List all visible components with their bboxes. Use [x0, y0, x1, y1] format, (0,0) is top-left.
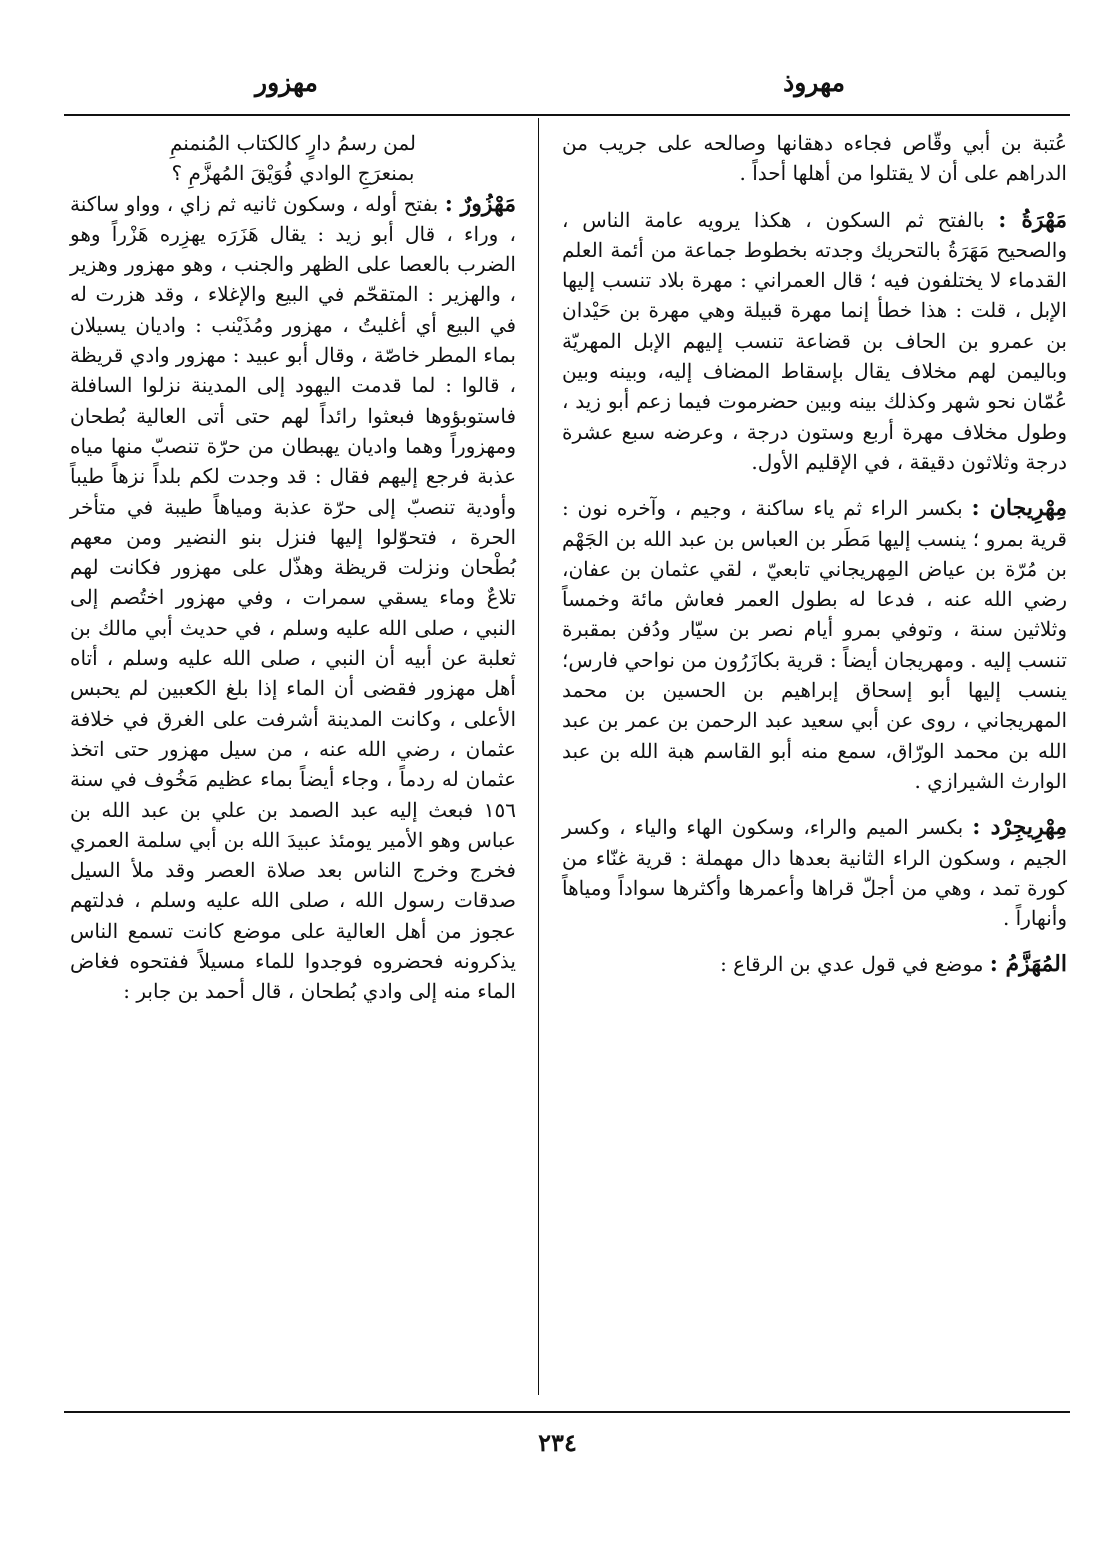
verse-line-1: لمن رسمُ دارٍ كالكتاب المُنمنمِ	[169, 131, 417, 155]
entry-text: بكسر الميم والراء، وسكون الهاء والياء ، وكسر الجيم ، وسكون الراء الثانية بعدها دال مهملة : قرية غنّاء من كورة تمد ، وهي من أجلّ قراها وأعمرها وأكثرها سواداً ومياهاً وأنهاراً .	[562, 815, 1067, 931]
header-rule	[64, 114, 1070, 116]
entry-muhazzam	[562, 949, 1067, 979]
entry-text: بالفتح ثم السكون ، هكذا يرويه عامة الناس ، والصحيح مَهَرَةُ بالتحريك وجدته بخطوط جماعة من أئمة العلم القدماء لا يختلفون فيه ؛ قال العمراني : مهرة بلاد تنسب إليها الإبل ، قلت : هذا خطأ إنما مهرة قبيلة وهي مهرة بن حَيْدان بن عمرو بن الحاف بن قضاعة تنسب إليهم الإبل المهريّة وباليمن لهم مخلاف يقال بإسقاط المضاف إليه، وبينه وبين عُمّان نحو شهر وكذلك بينه وبين حضرموت فيما زعم أبو زيد ، وطول مخلاف مهرة أربع وستون درجة ، وعرضه سبع عشرة درجة وثلاثون دقيقة ، في الإقليم الأول.	[562, 207, 1067, 474]
page-number: ٢٣٤	[538, 1428, 577, 1457]
entry-mahzur	[70, 189, 516, 1007]
verse-line-2: بمنعرَجِ الوادي فُوَيْقَ المُهزَّمِ ؟	[171, 161, 415, 186]
poem-verse	[70, 128, 516, 189]
footer-rule	[64, 1411, 1070, 1413]
column-divider	[538, 118, 539, 1395]
entry-headword: مِهْرِيجان :	[971, 495, 1068, 522]
entry-text: موضع في قول عدي بن الرقاع :	[720, 952, 984, 977]
entry-mihrijird	[562, 812, 1067, 933]
right-column	[562, 128, 1067, 980]
entry-mihrijan	[562, 493, 1067, 796]
continuation-text: عُتبة بن أبي وقّاص فجاءه دهقانها وصالحه على جريب من الدراهم على أن لا يقتلوا من أهلها أحداً .	[562, 131, 1067, 186]
left-column	[70, 128, 516, 1007]
entry-text: بفتح أوله ، وسكون ثانيه ثم زاي ، وواو ساكنة ، وراء ، قال أبو زيد : يقال هَزَرَه يهزِره هَزْراً وهو الضرب بالعصا على الظهر والجنب ، وهو مهزور وهزير ، والهزير : المتقحّم في البيع والإغلاء ، وقد هزرت له في البيع أي أغليتُ ، مهزور ومُذَيْنب : واديان يسيلان بماء المطر خاصّة ، وقال أبو عبيد : مهزور وادي قريظة ، قالوا : لما قدمت اليهود إلى المدينة نزلوا السافلة فاستوبؤوها فبعثوا رائداً لهم حتى أتى العالية بُطحان ومهزوراً وهما واديان يهبطان من حرّة تنصبّ منها مياه عذبة فرجع إليهم فقال : قد وجدت لكم بلداً نزهاً طيباً وأودية تنصبّ إلى حرّة عذبة ومياهاً طيبة في متأخر الحرة ، فتحوّلوا إليها فنزل بنو النضير ومن معهم بُطْحان ونزلت قريظة وهذّل على مهزور فكانت لهم تلاعٌ وماء يسقي سمرات ، وفي مهزور اختُصم إلى النبي ، صلى الله عليه وسلم ، في حديث أبي مالك بن ثعلبة عن أبيه أن النبي ، صلى الله عليه وسلم ، أتاه أهل مهزور فقضى أن الماء إذا بلغ الكعبين لم يحبس الأعلى ، وكانت المدينة أشرفت على الغرق في خلافة عثمان ، رضي الله عنه ، من سيل مهزور حتى اتخذ عثمان له ردماً ، وجاء أيضاً بماء عظيم مَخُوف في سنة ١٥٦ فبعث إليه عبد الصمد بن علي بن عبد الله بن عباس وهو الأمير يومئذ عبيدَ الله بن أبي سلمة العمري فخرج وخرج الناس بعد صلاة العصر وقد ملأ السيل صدقات رسول الله ، صلى الله عليه وسلم ، فدلتهم عجوز من أهل العالية على موضع كانت تسمع الناس يذكرونه فحضروه فوجدوا للماء مسيلاً ففتحوه فغاض الماء منه إلى وادي بُطحان ، قال أحمد بن جابر :	[70, 191, 517, 1004]
running-head-left: مهزور	[255, 68, 318, 97]
entry-mahra	[562, 205, 1067, 478]
entry-headword: المُهَزَّمُ :	[989, 951, 1067, 978]
entry-headword: مَهْزُورٌ :	[444, 190, 516, 217]
entry-text: بكسر الراء ثم ياء ساكنة ، وجيم ، وآخره نون : قرية بمرو ؛ ينسب إليها مَطَر بن العباس بن عبد الله بن الجَهْم بن مُرّة بن عياض المِهريجاني تابعيّ ، لقي عثمان بن عفان، رضي الله عنه ، فدعا له بطول العمر فعاش مائة وخمساً وثلاثين سنة ، وتوفي بمرو أيام نصر بن سيّار ودُفن بمقبرة تنسب إليه . ومهريجان أيضاً : قرية بكازَرُون من نواحي فارس؛ ينسب إليها أبو إسحاق إبراهيم بن الحسين بن محمد المهريجاني ، روى عن أبي سعيد عبد الرحمن بن عمر بن عبد الله بن محمد الورّاق، سمع منه أبو القاسم هبة الله بن عبد الوارث الشيرازي .	[562, 496, 1067, 793]
running-head-right: مهروذ	[783, 68, 845, 97]
entry-headword: مِهْرِيجِرْد :	[972, 814, 1068, 841]
entry-headword: مَهْرَةُ :	[998, 206, 1067, 233]
